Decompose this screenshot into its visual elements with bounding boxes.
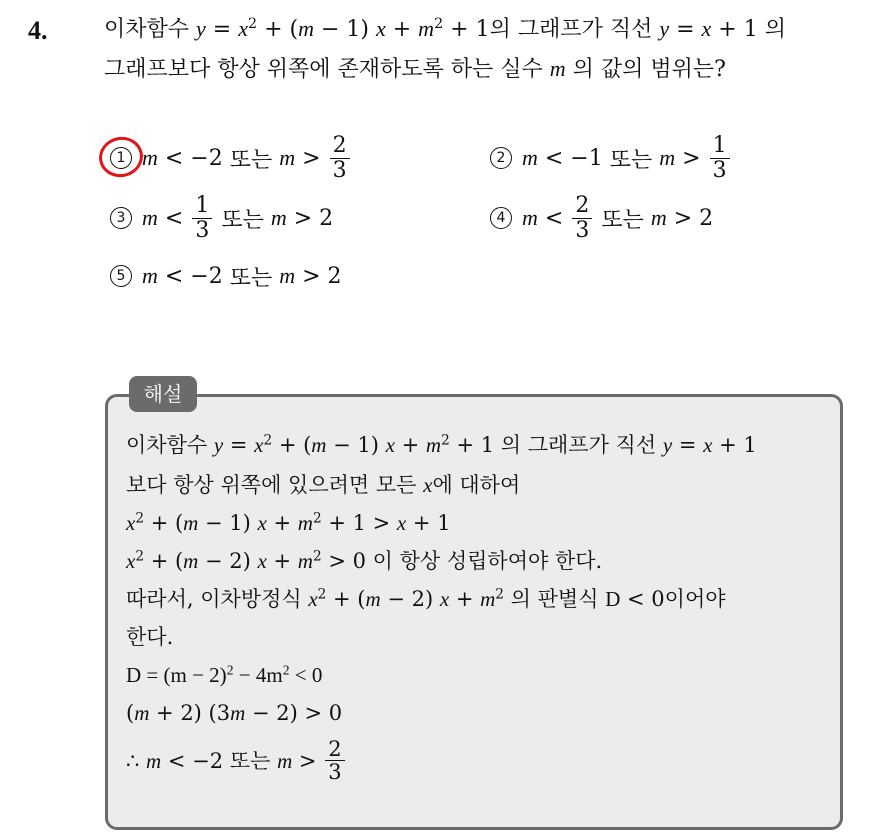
choice-number-2: 2 [490,147,512,169]
choice-number-1: 1 [110,147,132,169]
question-line-2: 그래프보다 항상 위쪽에 존재하도록 하는 실수 m 의 값의 범위는? [104,56,726,82]
choice-1[interactable]: 1 m < −2 또는 m > $\frac{2}{3}$ [110,128,352,188]
choice-number-4: 4 [490,207,512,229]
solution-line-4: $x^2 + (m - 2) x + m^2 > 0$ 이 항상 성립하여야 한다. [126,548,603,573]
question-number: 4. [28,16,48,45]
solution-line-5: 따라서, 이차방정식 $x^2 + (m - 2) x + m^2$ 의 판별식 D < 0이어야 [126,586,726,611]
choice-5[interactable]: 5 m < −2 또는 m > 2 [110,258,342,294]
choice-number-5: 5 [110,265,132,287]
choice-4[interactable]: 4 m < $\frac{2}{3}$ 또는 m > 2 [490,188,713,248]
solution-line-8: (m + 2) (3m − 2) > 0 [126,701,343,725]
solution-tab-label: 해설 [129,376,197,412]
solution-line-6: 한다. [126,625,174,649]
choice-3[interactable]: 3 m < $\frac{1}{3}$ 또는 m > 2 [110,188,333,248]
solution-line-7: $D = (m - 2)^2 - 4m^2 < 0$ [126,662,323,687]
choice-number-3: 3 [110,207,132,229]
choice-2[interactable]: 2 m < −1 또는 m > $\frac{1}{3}$ [490,128,732,188]
solution-line-1: 이차함수 $y = x^2 + (m - 1) x + m^2 + 1$ 의 그래프가 직선 y = x + 1 [126,432,757,457]
question-line-1: 이차함수 $y = x^2 + (m - 1) x + m^2 + 1$의 그래프가 직선 y = x + 1 의 [104,16,786,42]
solution-line-9: ∴ m < −2 또는 m > $\frac{2}{3}$ [126,738,347,783]
solution-line-3: $x^2 + (m - 1) x + m^2 + 1 > x + 1$ [126,510,451,535]
solution-line-2: 보다 항상 위쪽에 있으려면 모든 x에 대하여 [126,473,521,497]
